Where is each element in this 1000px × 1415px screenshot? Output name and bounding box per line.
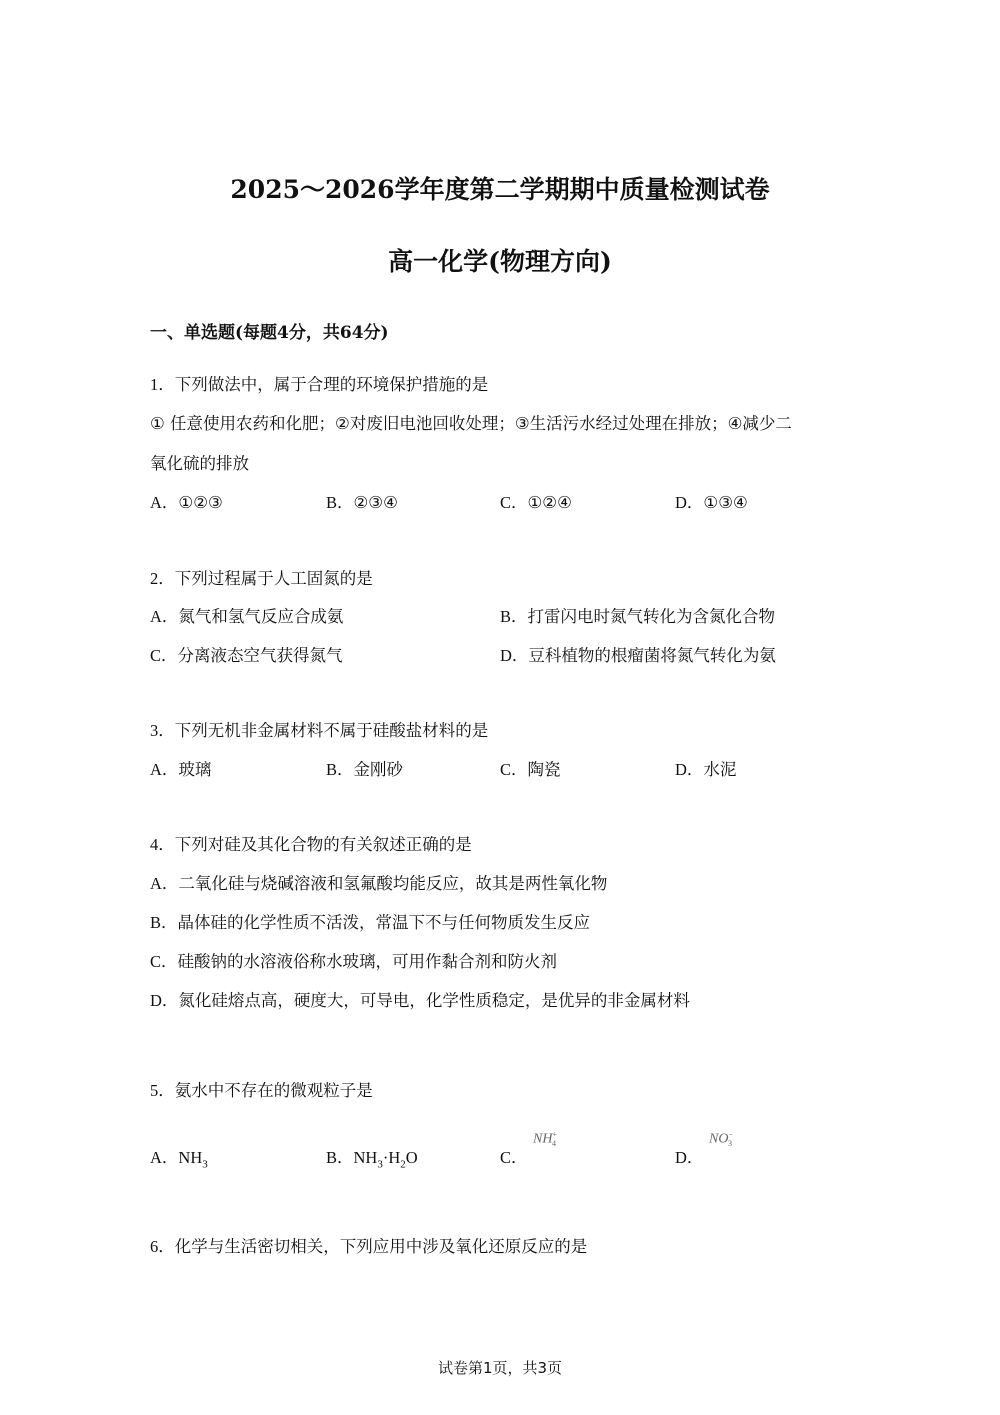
option-text: ①②③ [178, 493, 223, 512]
q1-option-a[interactable] [150, 489, 223, 513]
option-label: C． [150, 952, 178, 971]
option-label: A． [150, 760, 179, 779]
option-label: D． [675, 760, 704, 779]
option-text: ①②④ [527, 493, 572, 512]
q3-option-c[interactable] [500, 756, 561, 780]
option-text: ①③④ [703, 493, 748, 512]
option-text: 金刚砂 [353, 760, 404, 779]
question-1-statement-line-2: 氧化硫的排放 [150, 454, 249, 473]
q5-option-b[interactable] [326, 1144, 418, 1170]
exam-title: 2025～2026学年度第二学期期中质量检测试卷 [230, 175, 770, 204]
option-text: 硅酸钠的水溶液俗称水玻璃，可用作黏合剂和防火剂 [177, 952, 558, 971]
option-text: 打雷闪电时氮气转化为含氮化合物 [527, 607, 776, 626]
question-6 [150, 1233, 587, 1257]
q5-option-c[interactable] [500, 1144, 528, 1168]
option-label: A． [150, 493, 179, 512]
question-text: 下列无机非金属材料不属于硅酸盐材料的是 [174, 721, 489, 740]
option-label: C． [500, 493, 528, 512]
formula-nitrate-ion: $NO^-_3$ [709, 1130, 733, 1149]
question-number: 4． [150, 835, 175, 854]
option-text: 氮化硅熔点高，硬度大，可导电，化学性质稳定，是优异的非金属材料 [178, 991, 690, 1010]
option-label: B． [150, 913, 178, 932]
formula-ammonium-ion: $NH^+_4$ [533, 1130, 557, 1149]
option-text: 氮气和氢气反应合成氨 [178, 607, 344, 626]
question-text: 下列对硅及其化合物的有关叙述正确的是 [174, 835, 472, 854]
option-label: B． [326, 760, 354, 779]
q1-option-c[interactable] [500, 489, 572, 513]
formula-nh3-h2o: $NH_3\cdot H_2O$ [353, 1148, 418, 1171]
question-number: 2． [150, 569, 175, 588]
q5-option-a[interactable] [150, 1144, 208, 1170]
question-1 [150, 371, 488, 395]
question-text: 下列过程属于人工固氮的是 [174, 569, 373, 588]
option-label: D． [150, 991, 179, 1010]
q3-option-b[interactable] [326, 756, 403, 780]
q2-option-a[interactable] [150, 603, 343, 627]
option-text: 二氧化硅与烧碱溶液和氢氟酸均能反应，故其是两性氧化物 [178, 874, 608, 893]
option-label: A． [150, 1148, 179, 1167]
q3-option-d[interactable] [675, 756, 736, 780]
question-number: 5． [150, 1081, 175, 1100]
q2-option-c[interactable] [150, 642, 343, 666]
q1-option-d[interactable] [675, 489, 748, 513]
option-label: D． [500, 646, 529, 665]
option-text: 豆科植物的根瘤菌将氮气转化为氨 [528, 646, 776, 665]
option-label: B． [326, 493, 354, 512]
option-label: D． [675, 1148, 704, 1167]
question-4 [150, 831, 472, 855]
option-text: 玻璃 [178, 760, 212, 779]
question-text: 化学与生活密切相关，下列应用中涉及氧化还原反应的是 [174, 1237, 588, 1256]
option-label: C． [500, 1148, 528, 1167]
section-heading: 一、单选题(每题4分，共64分) [150, 323, 389, 343]
option-text: ②③④ [353, 493, 398, 512]
question-number: 6． [150, 1237, 175, 1256]
option-label: B． [500, 607, 528, 626]
page-footer: 试卷第1页，共3页 [437, 1359, 563, 1377]
q2-option-d[interactable] [500, 642, 776, 666]
option-label: D． [675, 493, 704, 512]
exam-subtitle: 高一化学(物理方向) [388, 247, 612, 276]
option-text: 陶瓷 [527, 760, 561, 779]
q1-option-b[interactable] [326, 489, 398, 513]
question-2 [150, 565, 373, 589]
option-label: A． [150, 607, 179, 626]
q2-option-b[interactable] [500, 603, 775, 627]
option-label: A． [150, 874, 179, 893]
question-text: 下列做法中，属于合理的环境保护措施的是 [174, 375, 489, 394]
option-text: 分离液态空气获得氮气 [177, 646, 343, 665]
formula-nh3: $NH_3$ [178, 1148, 208, 1171]
question-number: 3． [150, 721, 175, 740]
option-label: B． [326, 1148, 354, 1167]
option-text: 晶体硅的化学性质不活泼，常温下不与任何物质发生反应 [177, 913, 591, 932]
question-1-statement-line-1: ① 任意使用农药和化肥；②对废旧电池回收处理；③生活污水经过处理在排放；④减少二 [150, 414, 792, 433]
question-text: 氨水中不存在的微观粒子是 [174, 1081, 373, 1100]
option-label: C． [500, 760, 528, 779]
question-3 [150, 717, 488, 741]
q4-option-c[interactable] [150, 948, 557, 972]
q4-option-d[interactable] [150, 987, 690, 1011]
q4-option-b[interactable] [150, 909, 590, 933]
q3-option-a[interactable] [150, 756, 211, 780]
q4-option-a[interactable] [150, 870, 607, 894]
option-text: 水泥 [703, 760, 737, 779]
option-label: C． [150, 646, 178, 665]
question-5 [150, 1077, 373, 1101]
question-number: 1． [150, 375, 175, 394]
q5-option-d[interactable] [675, 1144, 703, 1168]
